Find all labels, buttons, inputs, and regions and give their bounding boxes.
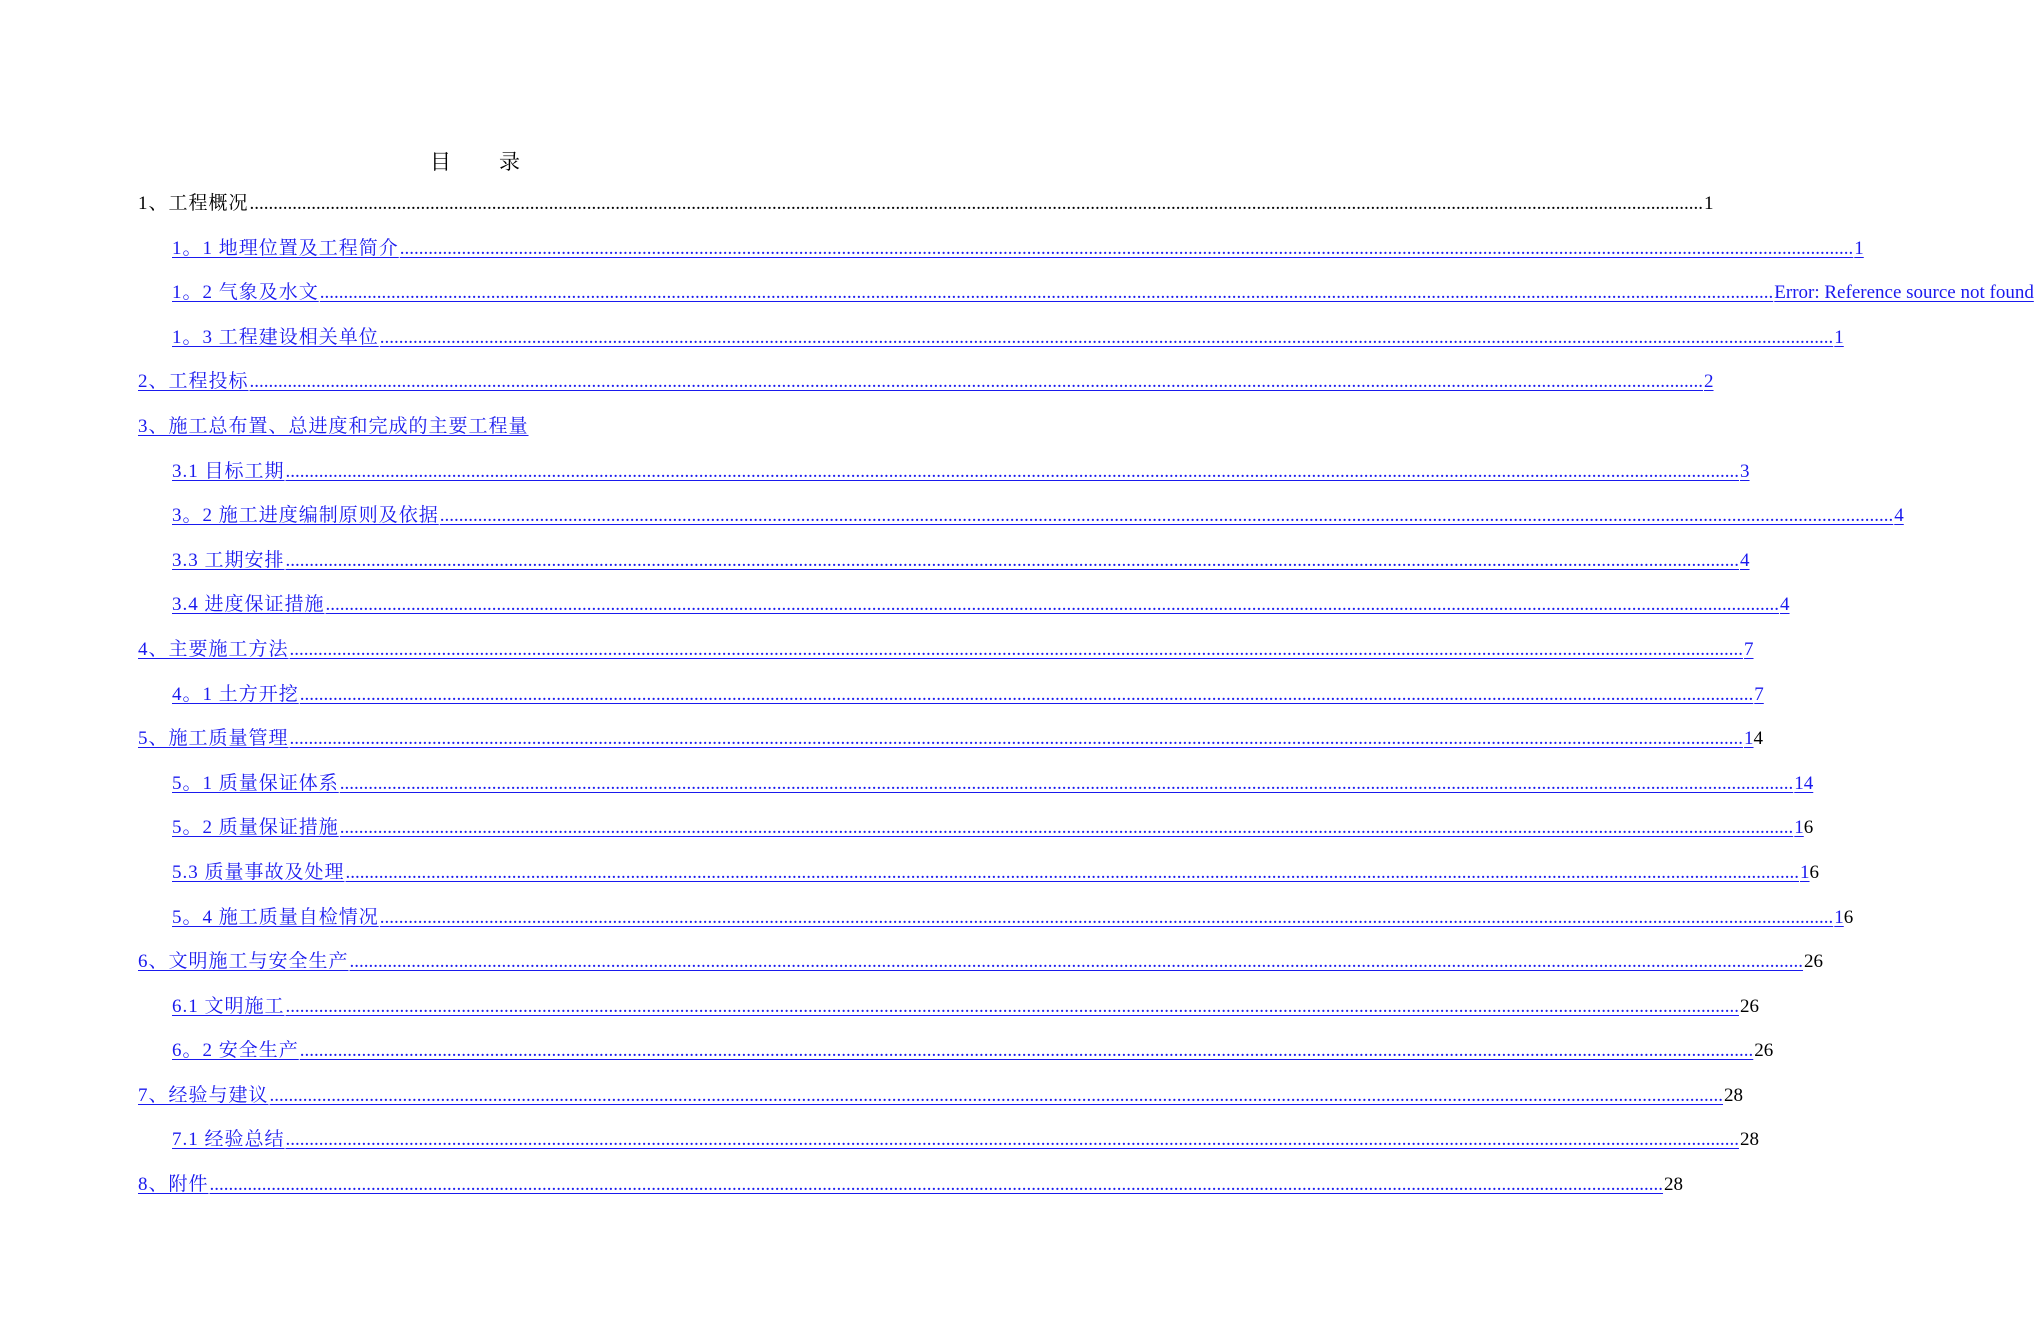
toc-entry-page-number: 28 (1664, 1174, 1684, 1196)
toc-entry[interactable] (138, 454, 1750, 499)
toc-entry[interactable] (138, 320, 1844, 365)
toc-entry[interactable] (138, 632, 1754, 677)
toc-entry-leader: .................................................................................................................................................................................................................................................................................................................. (345, 861, 1800, 883)
toc-entry-leader: .................................................................................................................................................................................................................................................................................................................. (379, 326, 1834, 348)
toc-entry-page-number: 7 (1744, 638, 1754, 660)
toc-entry-label: 4。1 土方开挖 (172, 683, 299, 705)
toc-entry-label: 5。4 施工质量自检情况 (172, 906, 379, 928)
toc-entry-leader: .................................................................................................................................................................................................................................................................................................................. (379, 906, 1834, 928)
toc-entry-label: 6、文明施工与安全生产 (138, 951, 349, 973)
toc-entry-page-number: 4 (1740, 549, 1750, 571)
toc-entry[interactable] (138, 587, 1790, 632)
toc-entry-leader: .................................................................................................................................................................................................................................................................................................................. (339, 817, 1794, 839)
toc-entry-label: 3.4 进度保证措施 (172, 594, 325, 616)
toc-entry-page-number: 16 (1834, 906, 1854, 928)
toc-entry-label: 1。3 工程建设相关单位 (172, 326, 379, 348)
toc-entry-leader: .................................................................................................................................................................................................................................................................................................................. (299, 1040, 1754, 1062)
toc-entry-page-number: 16 (1794, 817, 1814, 839)
toc-entry-label: 4、主要施工方法 (138, 638, 289, 660)
toc-entry-page-number: 26 (1754, 1040, 1774, 1062)
toc-entry-label: 8、附件 (138, 1174, 209, 1196)
toc-entry-label: 5、施工质量管理 (138, 728, 289, 750)
toc-entry-label: 3.3 工期安排 (172, 549, 285, 571)
toc-entry-page-number: 28 (1724, 1084, 1744, 1106)
toc-entry-label: 2、工程投标 (138, 371, 249, 393)
toc-entry-leader: .................................................................................................................................................................................................................................................................................................................. (285, 549, 1740, 571)
toc-title-char-1: 目 (430, 150, 451, 174)
toc-entry-label: 6.1 文明施工 (172, 995, 285, 1017)
toc-entry[interactable] (138, 543, 1750, 588)
toc-entry-leader: .................................................................................................................................................................................................................................................................................................................. (325, 594, 1780, 616)
toc-entry-leader: .................................................................................................................................................................................................................................................................................................................. (399, 237, 1854, 259)
toc-entry-label: 3.1 目标工期 (172, 460, 285, 482)
toc-entry-page-number: 14 (1744, 728, 1764, 750)
toc-entry-leader: .................................................................................................................................................................................................................................................................................................................. (439, 505, 1894, 527)
toc-entry-page-number: 1 (1854, 237, 1864, 259)
toc-title (0, 146, 950, 176)
toc-entry[interactable] (138, 989, 1760, 1034)
toc-entry-leader: .................................................................................................................................................................................................................................................................................................................. (289, 638, 1744, 660)
toc-entry[interactable] (138, 1122, 1760, 1167)
toc-entry[interactable] (138, 721, 1764, 766)
toc-entry (138, 186, 1714, 231)
toc-entry-leader: .................................................................................................................................................................................................................................................................................................................. (269, 1084, 1724, 1106)
toc-entry-label: 6。2 安全生产 (172, 1040, 299, 1062)
toc-entry-label: 1。2 气象及水文 (172, 282, 319, 304)
toc-entry-label: 1。1 地理位置及工程简介 (172, 237, 399, 259)
toc-entry-leader: .................................................................................................................................................................................................................................................................................................................. (319, 282, 1774, 304)
toc-entry-label: 5。2 质量保证措施 (172, 817, 339, 839)
toc-entry-page-number: 1 (1704, 193, 1714, 214)
toc-list (138, 186, 2034, 1212)
toc-title-char-2: 录 (499, 150, 520, 174)
toc-entry[interactable] (138, 1033, 1774, 1078)
toc-entry[interactable] (138, 498, 1904, 543)
toc-entry-leader: .................................................................................................................................................................................................................................................................................................................. (299, 683, 1754, 705)
toc-entry-label: 7、经验与建议 (138, 1084, 269, 1106)
toc-entry-label: 5.3 质量事故及处理 (172, 861, 345, 883)
toc-entry-label: 5。1 质量保证体系 (172, 772, 339, 794)
toc-entry[interactable] (138, 275, 2034, 320)
toc-entry-page-number: 14 (1794, 772, 1814, 794)
toc-entry[interactable] (138, 364, 1714, 409)
toc-entry-leader: .................................................................................................................................................................................................................................................................................................................. (349, 951, 1804, 973)
toc-entry-page-number: 16 (1800, 861, 1820, 883)
toc-entry-label: 3、施工总布置、总进度和完成的主要工程量 (138, 415, 529, 437)
toc-entry-page-number: 26 (1740, 995, 1760, 1017)
toc-entry-label: 7.1 经验总结 (172, 1129, 285, 1151)
toc-entry-leader: .................................................................................................................................................................................................................................................................................................................. (339, 772, 1794, 794)
toc-entry-leader: .................................................................................................................................................................................................................................................................................................................. (285, 995, 1740, 1017)
toc-entry[interactable] (138, 855, 1820, 900)
toc-entry[interactable] (138, 677, 1764, 722)
toc-entry-page-number: 4 (1780, 594, 1790, 616)
toc-entry[interactable] (138, 1078, 1744, 1123)
toc-entry-page-number: Error: Reference source not found (1774, 282, 2034, 304)
toc-entry-page-number: 7 (1754, 683, 1764, 705)
toc-entry-page-number: 28 (1740, 1129, 1760, 1151)
toc-entry-leader: .................................................................................................................................................................................................................................................................................................................. (285, 460, 1740, 482)
toc-entry[interactable] (138, 766, 1814, 811)
toc-entry[interactable] (138, 409, 816, 454)
toc-entry[interactable] (138, 900, 1854, 945)
toc-entry-page-number: 2 (1704, 371, 1714, 393)
toc-entry-leader: .................................................................................................................................................................................................................................................................................................................. (249, 193, 1704, 214)
toc-entry-page-number: 4 (1894, 505, 1904, 527)
toc-entry-label: 1、工程概况 (138, 193, 249, 214)
toc-entry[interactable] (138, 944, 1824, 989)
toc-entry-label: 3。2 施工进度编制原则及依据 (172, 505, 439, 527)
toc-entry[interactable] (138, 231, 1864, 276)
toc-entry-page-number: 3 (1740, 460, 1750, 482)
toc-entry-page-number: 26 (1804, 951, 1824, 973)
toc-entry-page-number: 1 (1834, 326, 1844, 348)
toc-entry-leader: .................................................................................................................................................................................................................................................................................................................. (249, 371, 1704, 393)
toc-entry-leader: .................................................................................................................................................................................................................................................................................................................. (289, 728, 1744, 750)
toc-entry-leader: .................................................................................................................................................................................................................................................................................................................. (209, 1174, 1664, 1196)
toc-entry-leader: .................................................................................................................................................................................................................................................................................................................. (285, 1129, 1740, 1151)
toc-entry[interactable] (138, 1167, 1684, 1212)
toc-entry[interactable] (138, 810, 1814, 855)
